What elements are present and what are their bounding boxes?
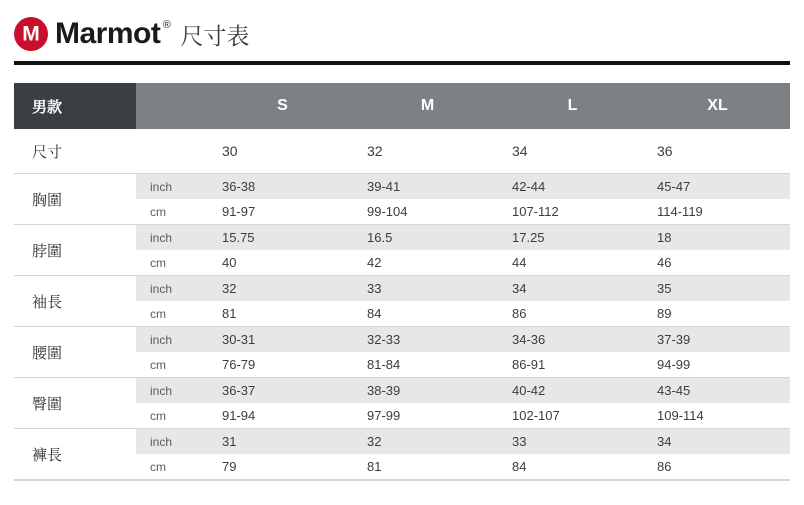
table-row (14, 276, 790, 302)
row-value: 94-99 (645, 352, 790, 378)
header-size-s: S (210, 83, 355, 129)
row-value: 30-31 (210, 327, 355, 353)
row-label: 胸圍 (14, 174, 136, 225)
row-unit: cm (136, 301, 210, 327)
row-value: 31 (210, 429, 355, 455)
row-unit: cm (136, 199, 210, 225)
table-row (14, 129, 790, 174)
table-row (14, 378, 790, 404)
row-value: 32 (355, 429, 500, 455)
row-value: 91-97 (210, 199, 355, 225)
row-value: 30 (210, 129, 355, 174)
size-table-head (14, 83, 790, 129)
row-value: 34 (645, 429, 790, 455)
row-value: 97-99 (355, 403, 500, 429)
row-value: 109-114 (645, 403, 790, 429)
row-value: 38-39 (355, 378, 500, 404)
row-unit: inch (136, 174, 210, 200)
row-value: 34-36 (500, 327, 645, 353)
row-value: 39-41 (355, 174, 500, 200)
registered-mark: ® (162, 19, 171, 31)
header-unit-col (136, 83, 210, 129)
table-row (14, 327, 790, 353)
header-size-xl: XL (645, 83, 790, 129)
row-value: 32 (355, 129, 500, 174)
brand-wordmark-text: Marmot (55, 17, 161, 50)
row-label: 臀圍 (14, 378, 136, 429)
row-value: 114-119 (645, 199, 790, 225)
header-row (14, 83, 790, 129)
row-value: 86 (500, 301, 645, 327)
row-value: 43-45 (645, 378, 790, 404)
page-header (0, 0, 804, 52)
row-unit: cm (136, 352, 210, 378)
row-value: 17.25 (500, 225, 645, 251)
table-bottom-divider (14, 480, 790, 481)
row-value: 81 (210, 301, 355, 327)
row-value: 32 (210, 276, 355, 302)
header-size-m: M (355, 83, 500, 129)
row-value: 44 (500, 250, 645, 276)
row-value: 76-79 (210, 352, 355, 378)
row-value: 102-107 (500, 403, 645, 429)
row-value: 107-112 (500, 199, 645, 225)
row-value: 16.5 (355, 225, 500, 251)
row-label: 褲長 (14, 429, 136, 480)
row-value: 18 (645, 225, 790, 251)
row-value: 46 (645, 250, 790, 276)
table-row (14, 174, 790, 200)
row-value: 86-91 (500, 352, 645, 378)
row-unit: inch (136, 429, 210, 455)
row-unit: inch (136, 225, 210, 251)
row-unit: inch (136, 378, 210, 404)
row-unit: cm (136, 454, 210, 480)
row-value: 84 (500, 454, 645, 480)
row-value: 34 (500, 276, 645, 302)
row-value: 35 (645, 276, 790, 302)
row-value: 86 (645, 454, 790, 480)
row-label: 袖長 (14, 276, 136, 327)
row-label: 尺寸 (14, 129, 136, 174)
marmot-logo-icon (14, 17, 48, 51)
row-label: 腰圍 (14, 327, 136, 378)
size-table (14, 83, 790, 480)
row-value: 79 (210, 454, 355, 480)
row-value: 42-44 (500, 174, 645, 200)
row-value: 37-39 (645, 327, 790, 353)
row-label: 脖圍 (14, 225, 136, 276)
header-label: 男款 (14, 83, 136, 129)
brand-wordmark (55, 17, 170, 51)
row-unit: cm (136, 403, 210, 429)
row-value: 36-38 (210, 174, 355, 200)
row-value: 32-33 (355, 327, 500, 353)
logo-mark-letter: M (22, 22, 40, 46)
row-unit (136, 129, 210, 174)
row-value: 36-37 (210, 378, 355, 404)
row-unit: inch (136, 327, 210, 353)
header-size-l: L (500, 83, 645, 129)
row-value: 40-42 (500, 378, 645, 404)
row-value: 89 (645, 301, 790, 327)
page-title: 尺寸表 (180, 22, 250, 49)
row-value: 81 (355, 454, 500, 480)
row-value: 33 (355, 276, 500, 302)
row-value: 40 (210, 250, 355, 276)
row-value: 15.75 (210, 225, 355, 251)
size-table-body (14, 129, 790, 480)
row-value: 99-104 (355, 199, 500, 225)
row-value: 42 (355, 250, 500, 276)
row-value: 84 (355, 301, 500, 327)
row-value: 45-47 (645, 174, 790, 200)
row-unit: inch (136, 276, 210, 302)
row-value: 36 (645, 129, 790, 174)
row-value: 33 (500, 429, 645, 455)
row-value: 34 (500, 129, 645, 174)
table-row (14, 429, 790, 455)
table-row (14, 225, 790, 251)
row-value: 81-84 (355, 352, 500, 378)
row-unit: cm (136, 250, 210, 276)
row-value: 91-94 (210, 403, 355, 429)
size-table-wrap (0, 65, 804, 480)
